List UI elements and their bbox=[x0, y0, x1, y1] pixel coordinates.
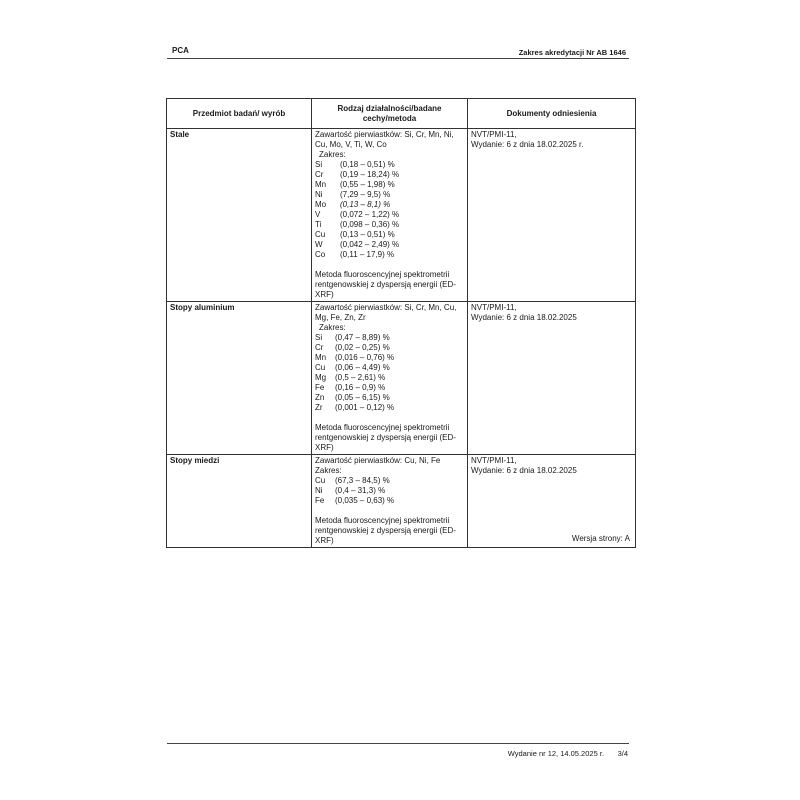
accreditation-table bbox=[166, 98, 636, 548]
range-item bbox=[315, 383, 464, 393]
range-item bbox=[315, 250, 464, 260]
elements-line: Zawartość pierwiastków: Cu, Ni, Fe bbox=[315, 456, 441, 465]
element-symbol: Zr bbox=[315, 403, 323, 412]
range-item bbox=[315, 160, 464, 170]
elements-line: Zawartość pierwiastków: Si, Cr, Mn, Cu, Mg, Fe, Zn, Zr bbox=[315, 303, 457, 322]
element-range: (0,016 – 0,76) % bbox=[335, 353, 395, 362]
element-range: (0,5 – 2,61) % bbox=[335, 373, 386, 382]
range-label: Zakres: bbox=[319, 323, 346, 332]
activity-cell bbox=[312, 455, 468, 548]
element-range: (0,098 – 0,36) % bbox=[340, 220, 400, 229]
element-symbol: Zn bbox=[315, 393, 325, 402]
document-edition: Wydanie: 6 z dnia 18.02.2025 r. bbox=[471, 140, 584, 149]
range-list bbox=[315, 333, 464, 413]
element-symbol: V bbox=[315, 210, 321, 219]
range-item bbox=[315, 343, 464, 353]
element-symbol: Mn bbox=[315, 353, 327, 362]
element-symbol: Cr bbox=[315, 170, 324, 179]
element-symbol: Ni bbox=[315, 190, 323, 199]
element-range: (0,16 – 0,9) % bbox=[335, 383, 386, 392]
table-row bbox=[167, 129, 636, 302]
page-version: Wersja strony: A bbox=[571, 534, 630, 543]
element-range: (0,042 – 2,49) % bbox=[340, 240, 400, 249]
element-range: (0,11 – 17,9) % bbox=[340, 250, 395, 259]
method-text: Metoda fluoroscencyjnej spektrometrii rentgenowskiej z dyspersją energii (ED-XRF) bbox=[315, 423, 456, 452]
table-row bbox=[167, 455, 636, 548]
element-range: (0,06 – 4,49) % bbox=[335, 363, 390, 372]
element-range: (0,47 – 8,89) % bbox=[335, 333, 390, 342]
table-header-row bbox=[167, 99, 636, 129]
document-ref: NVT/PMI-11, bbox=[471, 303, 517, 312]
element-range: (0,035 – 0,63) % bbox=[335, 496, 395, 505]
header-rule bbox=[167, 58, 629, 59]
range-list bbox=[315, 476, 464, 506]
range-label: Zakres: bbox=[319, 150, 346, 159]
activity-cell bbox=[312, 129, 468, 302]
range-item bbox=[315, 240, 464, 250]
element-range: (0,13 – 8,1) % bbox=[340, 200, 391, 209]
column-header-documents: Dokumenty odniesienia bbox=[468, 99, 636, 129]
element-symbol: Fe bbox=[315, 496, 325, 505]
header-right: Zakres akredytacji Nr AB 1646 bbox=[518, 48, 626, 57]
range-label: Zakres: bbox=[315, 466, 342, 475]
element-symbol: Fe bbox=[315, 383, 325, 392]
element-symbol: Ni bbox=[315, 486, 323, 495]
footer-edition: Wydanie nr 12, 14.05.2025 r. bbox=[507, 749, 604, 758]
element-symbol: Ti bbox=[315, 220, 322, 229]
range-item bbox=[315, 353, 464, 363]
column-header-activity: Rodzaj działalności/badane cechy/metoda bbox=[312, 99, 468, 129]
range-item bbox=[315, 230, 464, 240]
element-range: (0,072 – 1,22) % bbox=[340, 210, 400, 219]
document-edition: Wydanie: 6 z dnia 18.02.2025 bbox=[471, 313, 577, 322]
method-text: Metoda fluoroscencyjnej spektrometrii rentgenowskiej z dyspersją energii (ED-XRF) bbox=[315, 270, 456, 299]
column-header-subject: Przedmiot badań/ wyrób bbox=[167, 99, 312, 129]
element-range: (0,13 – 0,51) % bbox=[340, 230, 395, 239]
element-symbol: Mo bbox=[315, 200, 327, 209]
subject-cell: Stopy miedzi bbox=[167, 455, 312, 548]
footer-rule bbox=[167, 743, 629, 744]
range-item bbox=[315, 373, 464, 383]
document-ref: NVT/PMI-11, bbox=[471, 456, 517, 465]
range-item bbox=[315, 333, 464, 343]
element-range: (0,05 – 6,15) % bbox=[335, 393, 390, 402]
element-symbol: Si bbox=[315, 333, 323, 342]
document-edition: Wydanie: 6 z dnia 18.02.2025 bbox=[471, 466, 577, 475]
range-list bbox=[315, 160, 464, 260]
element-symbol: Cu bbox=[315, 230, 326, 239]
activity-cell bbox=[312, 302, 468, 455]
table-row bbox=[167, 302, 636, 455]
range-item bbox=[315, 170, 464, 180]
range-item bbox=[315, 476, 464, 486]
element-symbol: W bbox=[315, 240, 323, 249]
element-range: (0,55 – 1,98) % bbox=[340, 180, 395, 189]
range-item bbox=[315, 486, 464, 496]
range-item bbox=[315, 363, 464, 373]
element-range: (0,001 – 0,12) % bbox=[335, 403, 395, 412]
range-item bbox=[315, 393, 464, 403]
range-item bbox=[315, 180, 464, 190]
element-range: (0,02 – 0,25) % bbox=[335, 343, 390, 352]
element-range: (0,18 – 0,51) % bbox=[340, 160, 395, 169]
element-range: (0,4 – 31,3) % bbox=[335, 486, 386, 495]
subject-cell: Stopy aluminium bbox=[167, 302, 312, 455]
element-range: (67,3 – 84,5) % bbox=[335, 476, 390, 485]
element-symbol: Cu bbox=[315, 476, 326, 485]
documents-cell bbox=[468, 302, 636, 455]
header-left: PCA bbox=[172, 46, 189, 55]
subject-cell: Stale bbox=[167, 129, 312, 302]
range-item bbox=[315, 496, 464, 506]
method-text: Metoda fluoroscencyjnej spektrometrii rentgenowskiej z dyspersją energii (ED-XRF) bbox=[315, 516, 456, 545]
range-item bbox=[315, 403, 464, 413]
range-item bbox=[315, 200, 464, 210]
element-symbol: Mn bbox=[315, 180, 327, 189]
element-symbol: Si bbox=[315, 160, 323, 169]
footer-page-number: 3/4 bbox=[617, 749, 628, 758]
element-range: (7,29 – 9,5) % bbox=[340, 190, 391, 199]
element-symbol: Cr bbox=[315, 343, 324, 352]
element-symbol: Co bbox=[315, 250, 326, 259]
documents-cell bbox=[468, 129, 636, 302]
element-symbol: Mg bbox=[315, 373, 327, 382]
range-item bbox=[315, 210, 464, 220]
range-item bbox=[315, 190, 464, 200]
document-ref: NVT/PMI-11, bbox=[471, 130, 517, 139]
elements-line: Zawartość pierwiastków: Si, Cr, Mn, Ni, Cu, Mo, V, Ti, W, Co bbox=[315, 130, 454, 149]
range-item bbox=[315, 220, 464, 230]
element-range: (0,19 – 18,24) % bbox=[340, 170, 400, 179]
element-symbol: Cu bbox=[315, 363, 326, 372]
